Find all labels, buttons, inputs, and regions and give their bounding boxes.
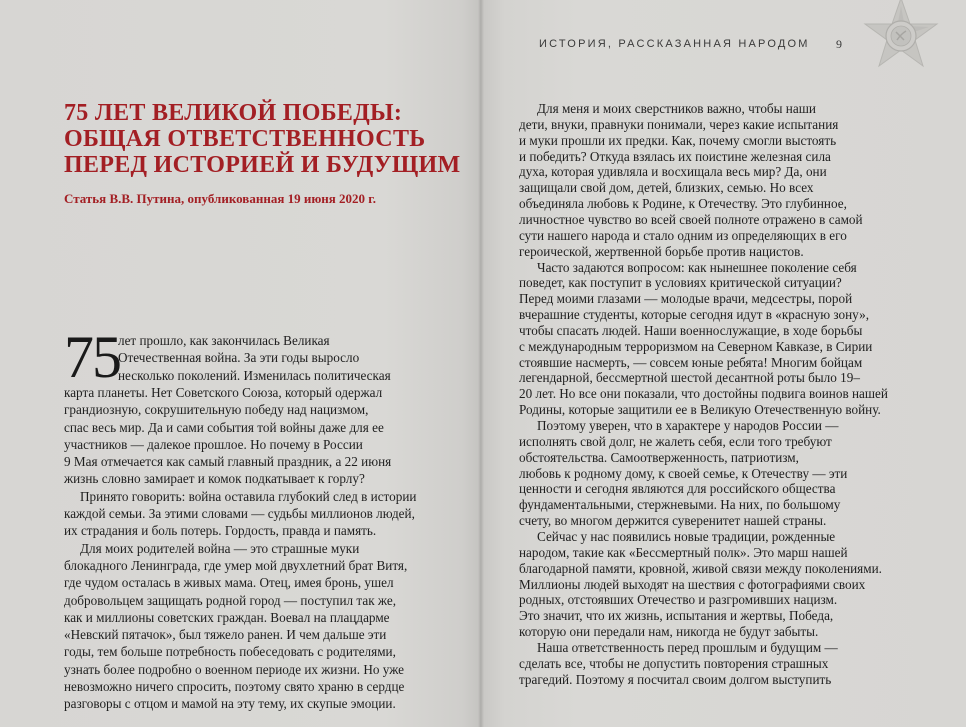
text-line: грандиозную, сокрушительную победу над нацизмом,: [64, 402, 369, 418]
text-line: Наша ответственность перед прошлым и будущим —: [537, 639, 838, 655]
text-line: блокадного Ленинграда, где умер мой двухлетний брат Витя,: [64, 557, 408, 573]
text-line: Принято говорить: война оставила глубокий след в истории: [80, 488, 417, 504]
text-line: чтобы спасать людей. Наши военнослужащие, в ходе борьбы: [519, 322, 863, 338]
text-line: 9 Мая отмечается как самый главный праздник, а 22 июня: [64, 454, 392, 470]
order-star-icon: [858, 0, 944, 78]
text-line: фундаментальными, стержневыми. На них, по большому: [519, 497, 841, 513]
text-line: Для меня и моих сверстников важно, чтобы наши: [537, 101, 816, 116]
text-line: Для моих родителей война — это страшные муки: [80, 540, 360, 556]
text-line: где чудом осталась в живых мама. Отец, имея бронь, ушел: [64, 575, 394, 591]
text-line: счету, во многом держится суверенитет нашей страны.: [519, 513, 827, 529]
text-line: исполнять свой долг, не жалеть себя, если того требуют: [519, 433, 832, 449]
text-line: спас весь мир. Да и сами события той войны даже для ее: [64, 419, 384, 435]
text-line: Родины, которые защитили ее в Великую Отечественную войну.: [519, 402, 881, 418]
text-line: объединяла любовь к Родине, к Отечеству. Это глубинное,: [519, 196, 847, 212]
text-line: защищали свой дом, детей, близких, семью. Но всех: [519, 180, 814, 196]
text-line: лет прошло, как закончилась Великая: [118, 333, 330, 348]
text-line: обстоятельства. Самоотверженность, патриотизм,: [519, 449, 799, 465]
text-line: как и миллионы советских граждан. Воевал на плацдарме: [64, 609, 390, 625]
text-line: с международным терроризмом на Северном Кавказе, в Сирии: [519, 338, 873, 354]
text-line: Часто задаются вопросом: как нынешнее поколение себя: [537, 259, 857, 275]
text-line: сути нашего народа и стало одним из определяющих в его: [519, 227, 847, 243]
text-line: Сейчас у нас появились новые традиции, рожденные: [537, 528, 836, 544]
text-line: поведет, как поступит в условиях критической ситуации?: [519, 275, 842, 291]
text-line: разговоры с отцом и мамой на эту тему, их скупые эмоции.: [64, 696, 396, 712]
text-line: невозможно ничего спросить, поэтому свято храню в сердце: [64, 679, 405, 694]
text-line: стоявшие насмерть, — совсем юные ребята! Многим бойцам: [519, 354, 863, 370]
text-line: трагедий. Поэтому я посчитал своим долгом выступить: [519, 671, 832, 687]
text-line: участников — далекое прошлое. Но почему в России: [64, 436, 363, 452]
article-subtitle: Статья В.В. Путина, опубликованная 19 июня 2020 г.: [64, 191, 376, 206]
article-title-line: ПЕРЕД ИСТОРИЕЙ И БУДУЩИМ: [64, 152, 461, 178]
text-line: духа, которая удивляла и восхищала весь мир? Да, они: [519, 164, 827, 180]
text-line: любовь к родному дому, к своей семье, к Отечеству — эти: [519, 465, 848, 481]
text-line: «Невский пятачок», был тяжело ранен. И чем дальше эти: [64, 627, 387, 643]
text-line: Поэтому уверен, что в характере у народов России —: [537, 418, 839, 433]
text-line: родных, отстоявших Отечество и разгромивших нацизм.: [519, 592, 838, 608]
text-line: героической, жертвенной борьбе против нацистов.: [519, 243, 804, 259]
text-line: карта планеты. Нет Советского Союза, который одержал: [64, 384, 383, 400]
drop-cap: 75: [64, 324, 120, 390]
text-line: годы, тем больше потребность побеседовать с родителями,: [64, 644, 396, 660]
text-line: добровольцем защищать родной город — поступил так же,: [64, 592, 396, 608]
article-title-line: 75 ЛЕТ ВЕЛИКОЙ ПОБЕДЫ:: [64, 100, 403, 126]
text-line: ценности и сегодня являются для российского общества: [519, 481, 836, 497]
text-line: которую они передали нам, никогда не будут забыты.: [519, 624, 819, 640]
text-line: дети, внуки, правнуки понимали, через какие испытания: [519, 116, 839, 132]
text-line: и победить? Откуда взялась их поистине железная сила: [519, 148, 831, 164]
text-line: их страдания и боль потерь. Гордость, правда и память.: [64, 523, 377, 539]
text-line: личностное чувство во всей своей полноте отражено в самой: [519, 211, 863, 227]
text-line: Отечественная война. За эти годы выросло: [118, 350, 360, 366]
running-head: ИСТОРИЯ, РАССКАЗАННАЯ НАРОДОМ: [539, 38, 810, 50]
text-line: жизнь словно замирает и комок подкатывает к горлу?: [64, 471, 365, 487]
text-line: народом, такие как «Бессмертный полк». Это марш нашей: [519, 544, 848, 560]
book-gutter: [478, 0, 484, 727]
text-line: благодарной памяти, кровной, живой связи между поколениями.: [519, 560, 882, 576]
text-line: 20 лет. Но все они показали, что достойны подвига воинов нашей: [519, 386, 888, 402]
text-line: Миллионы людей выходят на шествия с фотографиями своих: [519, 576, 866, 592]
text-line: Это значит, что их жизнь, испытания и жертвы, Победа,: [519, 608, 834, 624]
text-line: легендарной, бессмертной шестой десантной роты было 19–: [519, 370, 860, 386]
text-line: узнать более подробно о военном периоде их жизни. Но уже: [64, 661, 405, 677]
article-title-line: ОБЩАЯ ОТВЕТСТВЕННОСТЬ: [64, 126, 426, 152]
text-line: сделать все, чтобы не допустить повторения страшных: [519, 655, 829, 671]
right-page: [481, 0, 966, 727]
text-line: Перед моими глазами — молодые врачи, медсестры, порой: [519, 291, 853, 307]
text-line: вчерашние студенты, которые сегодня идут в «красную зону»,: [519, 307, 869, 323]
left-page: [0, 0, 481, 727]
text-line: несколько поколений. Изменилась политическая: [118, 367, 391, 383]
text-line: каждой семьи. За этими словами — судьбы миллионов людей,: [64, 506, 415, 521]
text-line: и муки прошли их предки. Как, почему смогли выстоять: [519, 132, 837, 148]
page-number: 9: [836, 37, 842, 51]
article-title: [64, 100, 464, 178]
